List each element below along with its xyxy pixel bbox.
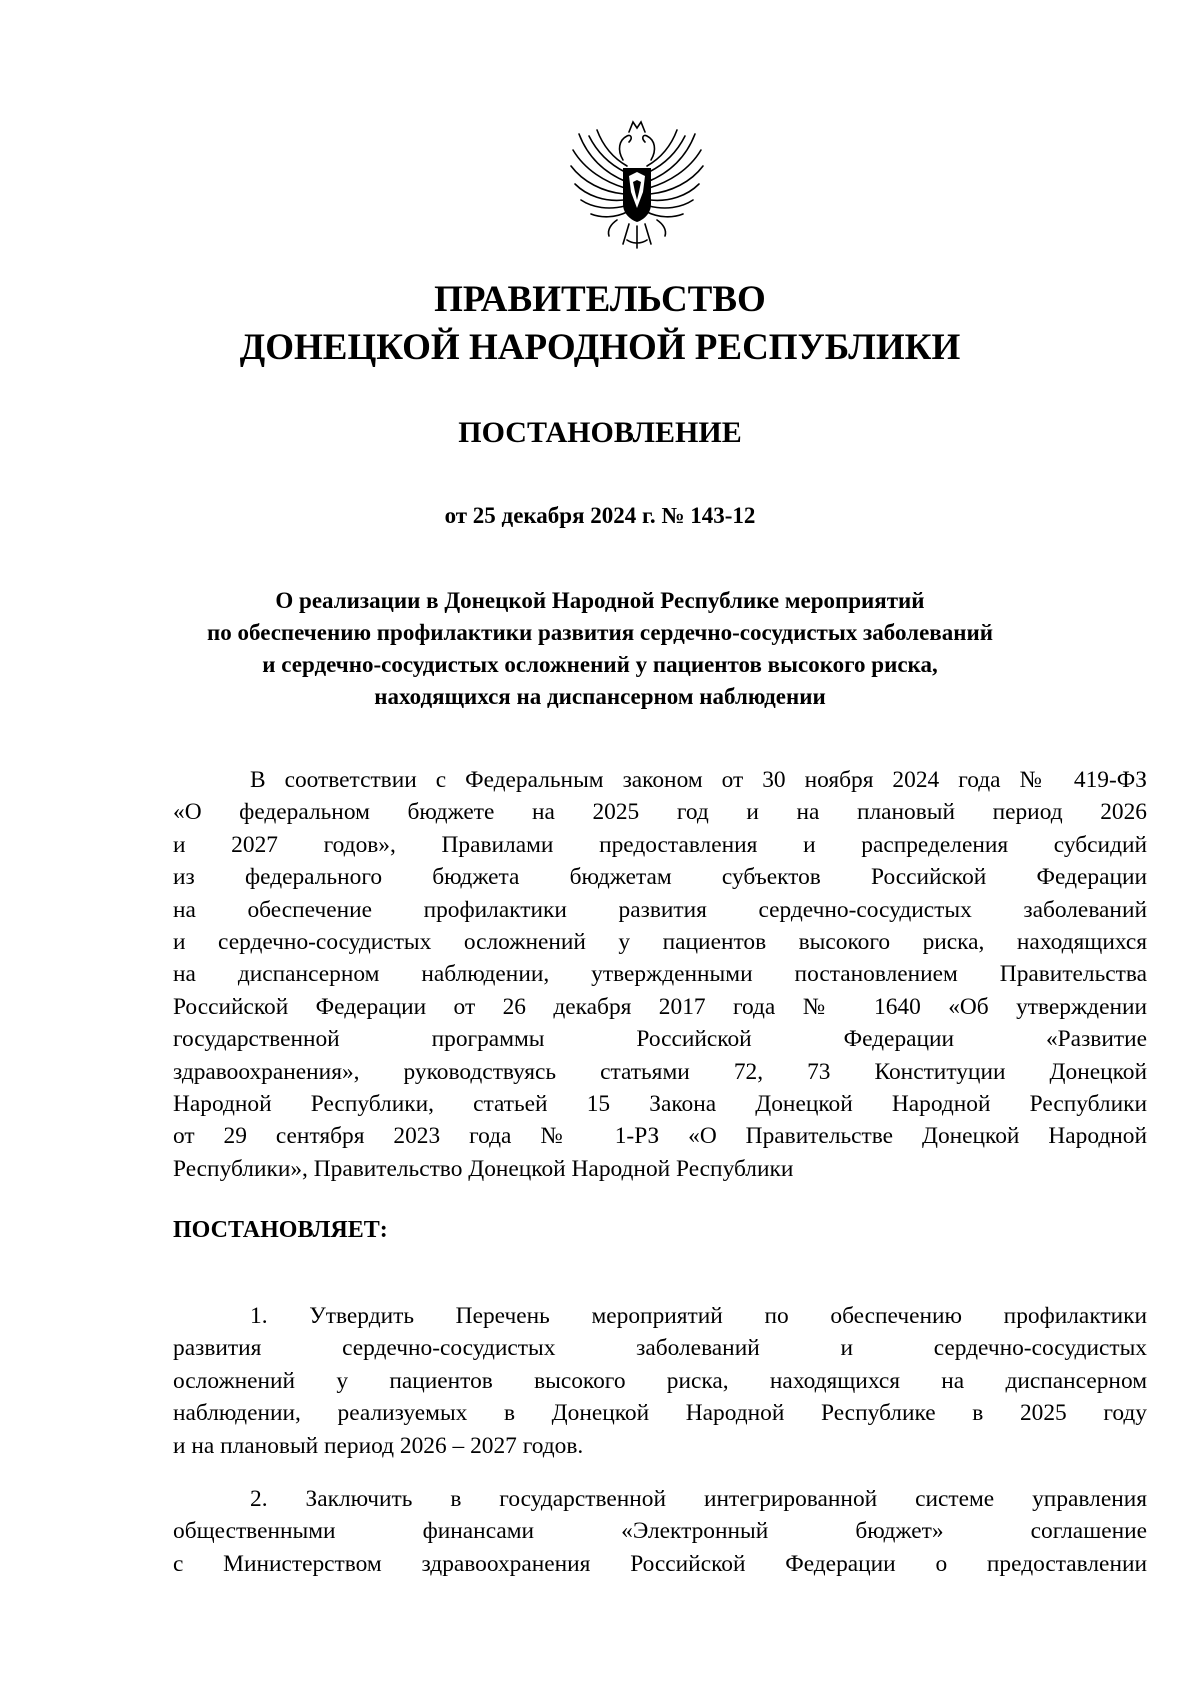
government-title-line1: ПРАВИТЕЛЬСТВО [434, 279, 766, 320]
preamble-line: и 2027 годов», Правилами предоставления и распределения субсидий [173, 831, 1147, 858]
item-line: 2. Заключить в государственной интегрированной системе управления [250, 1486, 1147, 1512]
preamble-line: здравоохранения», руководствуясь статьями 72, 73 Конституции Донецкой [173, 1058, 1147, 1085]
government-title-line2: ДОНЕЦКОЙ НАРОДНОЙ РЕСПУБЛИКИ [239, 327, 961, 368]
government-title [0, 276, 1200, 372]
item-line: 1. Утвердить Перечень мероприятий по обеспечению профилактики [250, 1303, 1147, 1329]
item-line: общественными финансами «Электронный бюджет» соглашение [173, 1518, 1147, 1545]
preamble-line: от 29 сентября 2023 года № 1-РЗ «О Правительстве Донецкой Народной [173, 1123, 1147, 1150]
date-number: от 25 декабря 2024 г. № 143-12 [444, 503, 756, 528]
preamble-paragraph [173, 764, 1147, 1185]
preamble-line: В соответствии с Федеральным законом от 30 ноября 2024 года № 419-ФЗ [250, 767, 1147, 793]
subject-line: О реализации в Донецкой Народной Республике мероприятий [275, 588, 925, 613]
preamble-line: Народной Республики, статьей 15 Закона Донецкой Народной Республики [173, 1090, 1147, 1117]
preamble-line: из федерального бюджета бюджетам субъектов Российской Федерации [173, 864, 1147, 891]
item-2-paragraph [173, 1483, 1147, 1580]
item-line: с Министерством здравоохранения Российской Федерации о предоставлении [173, 1550, 1147, 1577]
item-line: развития сердечно-сосудистых заболеваний и сердечно-сосудистых [173, 1335, 1147, 1362]
preamble-line: на диспансерном наблюдении, утвержденными постановлением Правительства [173, 961, 1147, 988]
item-line: осложнений у пациентов высокого риска, находящихся на диспансерном [173, 1367, 1147, 1394]
item-line: и на плановый период 2026 – 2027 годов. [173, 1432, 584, 1459]
document-subject [0, 585, 1200, 713]
resolves-heading: ПОСТАНОВЛЯЕТ: [173, 1217, 388, 1243]
item-line: наблюдении, реализуемых в Донецкой Народной Республике в 2025 году [173, 1400, 1147, 1427]
preamble-line: на обеспечение профилактики развития сердечно-сосудистых заболеваний [173, 896, 1147, 923]
subject-line: по обеспечению профилактики развития сердечно-сосудистых заболеваний [207, 620, 993, 645]
coat-of-arms-emblem-icon [567, 112, 707, 260]
preamble-line: Республики», Правительство Донецкой Народной Республики [173, 1155, 794, 1182]
subject-line: находящихся на диспансерном наблюдении [374, 684, 826, 709]
preamble-line: и сердечно-сосудистых осложнений у пациентов высокого риска, находящихся [173, 928, 1147, 955]
item-1-paragraph [173, 1300, 1147, 1462]
preamble-line: государственной программы Российской Федерации «Развитие [173, 1026, 1147, 1053]
preamble-line: «О федеральном бюджете на 2025 год и на плановый период 2026 [173, 799, 1147, 826]
document-type: ПОСТАНОВЛЕНИЕ [458, 416, 742, 449]
preamble-line: Российской Федерации от 26 декабря 2017 года № 1640 «Об утверждении [173, 993, 1147, 1020]
subject-line: и сердечно-сосудистых осложнений у пациентов высокого риска, [262, 652, 938, 677]
